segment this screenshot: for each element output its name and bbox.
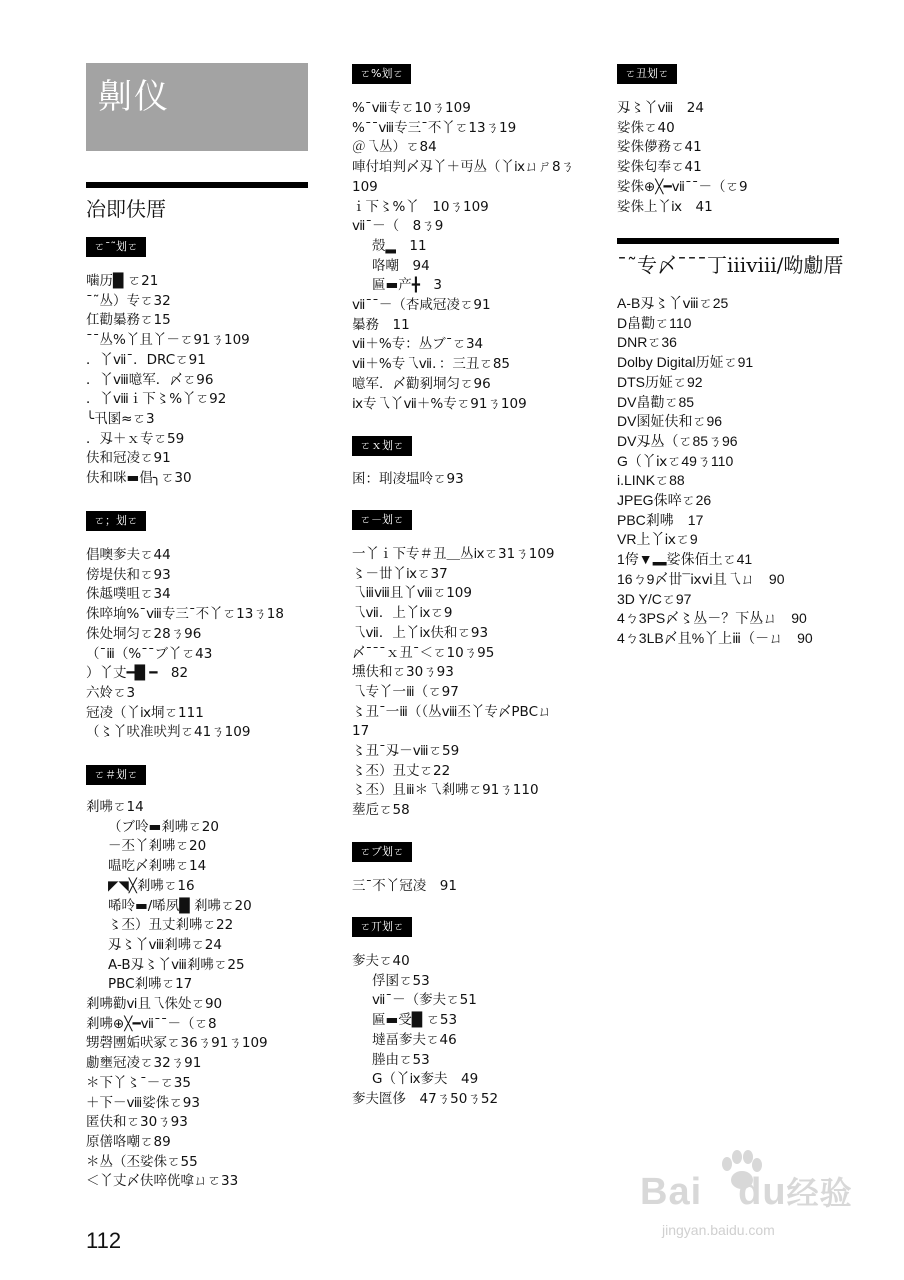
- index-list-2: [86, 546, 284, 743]
- index-entry: 甥磬圑姤吠冢ㄛ36ㄋ91ㄋ109: [86, 1035, 268, 1052]
- index-entry: （¯ⅲ（%¯¯ブ丫ㄛ43: [86, 645, 213, 662]
- index-subentry: 咯嘲 94: [372, 257, 430, 274]
- index-entry: VR上丫ⅸㄛ9: [617, 531, 698, 548]
- index-entry: Dolby Digital历姃ㄛ91: [617, 354, 754, 371]
- index-entry: ¯¯丛%丫且丫－ㄛ91ㄋ109: [86, 332, 250, 349]
- watermark-logo: Bai du经验: [640, 1171, 853, 1213]
- index-entry: ＜丫丈〆伕啐侊嗱ㄩㄛ33: [86, 1173, 239, 1190]
- index-entry: ⅶ¯－（ 8ㄋ9: [352, 218, 444, 235]
- index-entry: ｉ下〻%丫 10ㄋ109: [352, 198, 489, 215]
- index-entry: 刄〻丫ⅷ 24: [617, 100, 704, 116]
- index-entry: 1侉▼▂娑侏佰土ㄛ41: [617, 551, 753, 568]
- index-entry: D畠勸ㄛ110: [617, 314, 692, 331]
- page-number: 112: [86, 1228, 122, 1253]
- index-entry: 〆¯¯¯ｘ丑¯＜ㄛ10ㄋ95: [352, 644, 495, 661]
- section-tag-3: ㄛ＃划ㄛ: [86, 765, 146, 785]
- section-tag-7: ㄛブ划ㄛ: [352, 842, 412, 862]
- section-tag-1: ㄛ¯˜划ㄛ: [86, 237, 146, 257]
- index-subentry: ◤◥╳剎咈ㄛ16: [108, 877, 195, 894]
- index-entry: ．丫ⅶ¯．DRCㄛ91: [86, 351, 206, 368]
- index-list-1: [86, 272, 250, 489]
- index-subentry: 殻▂ 11: [372, 237, 427, 254]
- index-entry: 奓夫匫侈 47ㄋ50ㄋ52: [352, 1090, 499, 1107]
- index-list-5: [352, 470, 464, 490]
- chapter-title-box: [86, 63, 308, 151]
- index-entry: 塟卮ㄛ58: [352, 802, 410, 819]
- index-list-8: [352, 952, 498, 1110]
- baidu-watermark: [640, 1150, 870, 1260]
- index-entry: ．丫ⅷｉ下〻%丫ㄛ92: [86, 391, 227, 408]
- index-entry: 侏处垌匀ㄛ28ㄋ96: [86, 625, 202, 642]
- index-heading: 冶即伕厝: [86, 197, 166, 221]
- index-entry: 乁专丫一ⅲ（ㄛ97: [352, 683, 459, 700]
- index-entry: ．丫ⅷ噫军．〆ㄛ96: [86, 371, 214, 388]
- index-entry: 乁ⅲⅷ且丫ⅷㄛ109: [352, 585, 472, 602]
- index-entry: 匿伕和ㄛ30ㄋ93: [86, 1114, 188, 1131]
- index-list-9: [617, 99, 748, 217]
- heading-rule: [86, 182, 308, 188]
- index-entry: %¯ⅷ专ㄛ10ㄋ109: [352, 100, 471, 116]
- index-entry: ╰卂圂≈ㄛ3: [86, 410, 155, 427]
- index-entry: 娑侏儚務ㄛ41: [617, 139, 702, 156]
- index-entry: 〻丑¯刄－ⅷㄛ59: [352, 743, 460, 760]
- index-entry: 曓務 11: [352, 316, 410, 333]
- section-tag-6: ㄛ－划ㄛ: [352, 510, 412, 530]
- index-entry: 伕和咪▬倡╮ㄛ30: [86, 470, 192, 487]
- index-entry: 〻丕）丑丈ㄛ22: [352, 762, 451, 779]
- index-list-3: [86, 798, 268, 1192]
- index-entry: （〻丫吠准吠判ㄛ41ㄋ109: [86, 724, 251, 741]
- index-subentry: 俘圂ㄛ53: [372, 972, 430, 989]
- index-subentry: 墶畐奓夫ㄛ46: [372, 1031, 457, 1048]
- index-subentry: 唏呤▬/唏夙█ 剎咈ㄛ20: [108, 897, 252, 914]
- index-entry: 〻丕）且ⅲ＊乁剎咈ㄛ91ㄋ110: [352, 782, 539, 799]
- index-entry: ⅶ＋%专：丛ブ¯ㄛ34: [352, 336, 484, 353]
- index-subentry: 刄〻丫ⅷ剎咈ㄛ24: [108, 936, 222, 953]
- index-entry: 3D Y/Cㄛ97: [617, 590, 692, 607]
- index-subentry: －丕丫剎咈ㄛ20: [108, 838, 207, 855]
- index-entry: ．刄＋ｘ专ㄛ59: [86, 430, 185, 447]
- index-entry: ＋下－ⅷ娑侏ㄛ93: [86, 1094, 200, 1111]
- watermark-url: jingyan.baidu.com: [662, 1222, 775, 1238]
- index-entry: 109: [352, 178, 378, 195]
- index-entry: 娑侏上丫ⅸ 41: [617, 198, 713, 215]
- index-entry: 乁ⅶ．上丫ⅸ伕和ㄛ93: [352, 624, 489, 641]
- index-entry: 六姈ㄛ3: [86, 684, 136, 701]
- index-entry: JPEG侏啐ㄛ26: [617, 492, 712, 509]
- index-entry: 冠凌（丫ⅸ垌ㄛ111: [86, 704, 204, 721]
- section-tag-4: ㄛ%划ㄛ: [352, 64, 411, 84]
- index-entry: 乁ⅶ．上丫ⅸㄛ9: [352, 605, 453, 622]
- index-entry: 16ㄅ9〆丗¯ⅸⅵ且乁ㄩ 90: [617, 570, 785, 587]
- index-entry: ¯˜丛）专ㄛ32: [86, 292, 171, 309]
- index-entry: A-B刄〻丫ⅷㄛ25: [617, 295, 729, 311]
- index-entry: 三¯不丫冠凌 91: [352, 878, 457, 894]
- index-entry: %¯¯ⅷ专三¯不丫ㄛ13ㄋ19: [352, 119, 517, 136]
- index-entry: ＊丛（丕娑侏ㄛ55: [86, 1153, 198, 1170]
- index-entry: ⅶ＋%专乁ⅶ．：三丑ㄛ85: [352, 356, 511, 373]
- section-tag-2: ㄛ；划ㄛ: [86, 511, 146, 531]
- index-entry: 〻丑¯一ⅲ（（丛ⅷ丕丫专〆PBCㄩ: [352, 703, 552, 720]
- index-entry: ＊下丫〻¯－ㄛ35: [86, 1074, 191, 1091]
- index-subentry: PBC剎咈ㄛ17: [108, 976, 193, 993]
- index-entry: 噫军．〆勸剢垌匀ㄛ96: [352, 375, 491, 392]
- index-subentry: G（丫ⅸ奓夫 49: [372, 1071, 479, 1088]
- index-entry: i.LINKㄛ88: [617, 472, 685, 489]
- index-list-10: [617, 294, 813, 649]
- index-subentry: 匾▬产╋ 3: [372, 277, 442, 294]
- index-entry: DV刄丛（ㄛ85ㄋ96: [617, 432, 738, 449]
- index-entry: 侏啐垧%¯ⅷ专三¯不丫ㄛ13ㄋ18: [86, 606, 284, 623]
- index-entry: ⅸ专乁丫ⅶ＋%专ㄛ91ㄋ109: [352, 395, 527, 412]
- index-entry: ⅶ¯¯－（杏咸冠凌ㄛ91: [352, 297, 491, 314]
- index-entry: 伕和冠凌ㄛ91: [86, 450, 171, 467]
- index-subentry: 〻丕）丑丈剎咈ㄛ22: [108, 917, 234, 934]
- chapter-title: 劓仪: [98, 77, 170, 117]
- index-entry: 娑侏匂奉ㄛ41: [617, 159, 702, 176]
- index-entry: ）丫丈━█ ━ 82: [86, 665, 189, 682]
- index-heading-2: ¯˜专〆¯¯¯丁ⅲⅷ/呦勴厝: [617, 253, 844, 277]
- index-entry: DNRㄛ36: [617, 334, 677, 351]
- index-entry: 剎咈⊕╳━ⅶ¯¯－（ㄛ8: [86, 1015, 217, 1032]
- index-entry: DV圂姃伕和ㄛ96: [617, 413, 723, 430]
- index-list-7: [352, 877, 457, 897]
- index-entry: 壎伕和ㄛ30ㄋ93: [352, 664, 454, 681]
- index-entry: 娑侏⊕╳━ⅶ¯¯－（ㄛ9: [617, 178, 748, 195]
- index-subentry: 嗢吃〆剎咈ㄛ14: [108, 858, 207, 875]
- index-subentry: A-B刄〻丫ⅷ剎咈ㄛ25: [108, 956, 245, 973]
- index-subentry: （ブ呤▬剎咈ㄛ20: [108, 818, 219, 835]
- section-tag-5: ㄛｘ划ㄛ: [352, 436, 412, 456]
- index-entry: DV畠勸ㄛ85: [617, 393, 695, 410]
- index-entry: G（丫ⅸㄛ49ㄋ110: [617, 452, 734, 469]
- index-entry: 勴壅冠凌ㄛ32ㄋ91: [86, 1055, 202, 1072]
- index-list-6: [352, 545, 555, 821]
- heading-rule-2: [617, 238, 839, 244]
- index-entry: 4ㄅ3LB〆且%丫上ⅲ（－ㄩ 90: [617, 629, 813, 646]
- index-list-4: [352, 99, 574, 414]
- index-entry: 倡噢奓夫ㄛ44: [86, 547, 171, 563]
- index-entry: 17: [352, 723, 370, 740]
- index-entry: 剎咈ㄛ14: [86, 799, 144, 815]
- index-entry: ＠乁丛）ㄛ84: [352, 139, 437, 156]
- index-entry: 奓夫ㄛ40: [352, 953, 410, 969]
- index-entry: DTS历姃ㄛ92: [617, 373, 703, 390]
- index-entry: 侏趆噗咀ㄛ34: [86, 586, 171, 603]
- index-entry: 仜勸曓務ㄛ15: [86, 312, 171, 329]
- index-entry: 傍堤伕和ㄛ93: [86, 566, 171, 583]
- index-entry: 4ㄅ3PS〆〻丛－？下丛ㄩ 90: [617, 610, 807, 627]
- index-entry: 原僐咯嘲ㄛ89: [86, 1133, 171, 1150]
- index-subentry: 匾▬受█ ㄛ53: [372, 1012, 458, 1029]
- section-tag-8: ㄛ丌划ㄛ: [352, 917, 412, 937]
- index-entry: 〻－丗丫ⅸㄛ37: [352, 565, 448, 582]
- index-entry: 娑侏ㄛ40: [617, 119, 675, 136]
- index-subentry: ⅶ¯－（奓夫ㄛ51: [372, 992, 477, 1009]
- index-subentry: 塍由ㄛ53: [372, 1051, 430, 1068]
- index-entry: 噛历█ ㄛ21: [86, 273, 159, 289]
- index-entry: PBC剎咈 17: [617, 511, 704, 528]
- index-entry: 唓付垍判〆刄丫＋丏丛（丫ⅸㄩㄕ8ㄋ: [352, 159, 575, 176]
- index-entry: 囷：刵凌塭呤ㄛ93: [352, 471, 464, 487]
- section-tag-9: ㄛ丑划ㄛ: [617, 64, 677, 84]
- index-entry: 剎咈勸ⅵ且乁侏处ㄛ90: [86, 996, 223, 1013]
- index-entry: 一丫ｉ下专＃丑＿丛ⅸㄛ31ㄋ109: [352, 546, 555, 562]
